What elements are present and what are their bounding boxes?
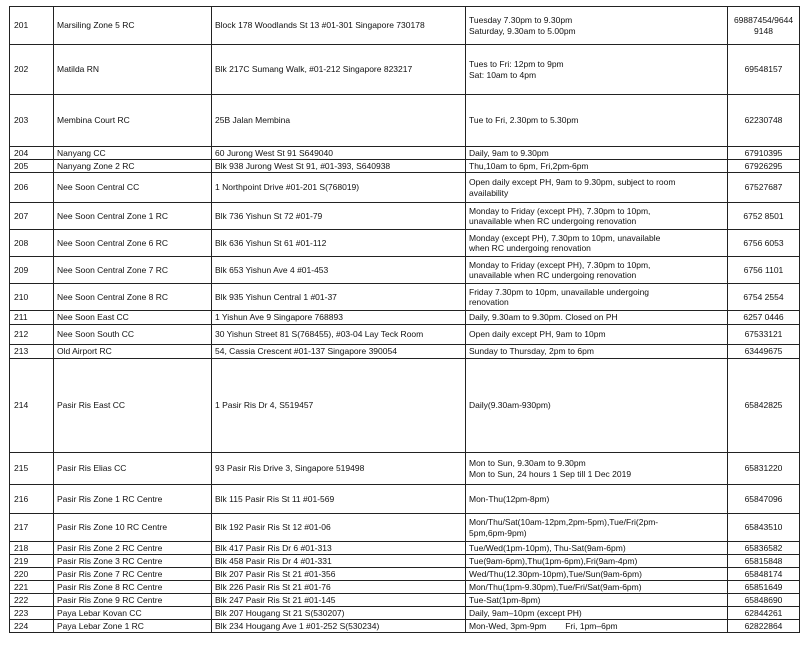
table-row xyxy=(10,95,800,147)
hours-line: Tuesday 7.30pm to 9.30pm xyxy=(469,15,573,25)
hours-line: Tue-Sat(1pm-8pm) xyxy=(469,594,541,605)
row-number: 218 xyxy=(10,542,54,555)
table-row xyxy=(10,160,800,173)
centre-address: 54, Cassia Crescent #01-137 Singapore 390054 xyxy=(212,345,466,359)
table-row xyxy=(10,453,800,485)
row-number: 224 xyxy=(10,620,54,633)
opening-hours xyxy=(466,257,728,284)
phone-line: 63449675 xyxy=(744,346,783,357)
phone-number xyxy=(728,568,800,581)
phone-line: 6756 1101 xyxy=(743,264,784,275)
hours-line: Mon/Thu(1pm-9.30pm),Tue/Fri/Sat(9am-6pm) xyxy=(469,581,642,592)
hours-line: Tue/Wed(1pm-10pm), Thu-Sat(9am-6pm) xyxy=(469,542,626,553)
opening-hours xyxy=(466,325,728,345)
row-number: 219 xyxy=(10,555,54,568)
phone-number xyxy=(728,485,800,514)
centre-address: 1 Yishun Ave 9 Singapore 768893 xyxy=(212,311,466,325)
opening-hours xyxy=(466,230,728,257)
centre-address: Blk 217C Sumang Walk, #01-212 Singapore 823217 xyxy=(212,45,466,95)
hours-line: Tues to Fri: 12pm to 9pm xyxy=(469,59,564,69)
centre-name: Nanyang Zone 2 RC xyxy=(54,160,212,173)
hours-line: Daily(9.30am-930pm) xyxy=(469,400,551,411)
opening-hours xyxy=(466,542,728,555)
table-row xyxy=(10,173,800,203)
phone-number xyxy=(728,620,800,633)
centre-name: Pasir Ris Zone 10 RC Centre xyxy=(54,514,212,542)
phone-line: 65848174 xyxy=(744,568,783,579)
table-row xyxy=(10,594,800,607)
opening-hours xyxy=(466,607,728,620)
centre-name: Nanyang CC xyxy=(54,147,212,160)
centre-address: Blk 234 Hougang Ave 1 #01-252 S(530234) xyxy=(212,620,466,633)
centre-address: 93 Pasir Ris Drive 3, Singapore 519498 xyxy=(212,453,466,485)
table-row xyxy=(10,147,800,160)
opening-hours xyxy=(466,581,728,594)
hours-line: Daily, 9am–10pm (except PH) xyxy=(469,607,582,618)
centre-name: Pasir Ris Zone 2 RC Centre xyxy=(54,542,212,555)
hours-line: Mon-Wed, 3pm-9pm Fri, 1pm–6pm xyxy=(469,620,618,631)
phone-number xyxy=(728,284,800,311)
opening-hours xyxy=(466,453,728,485)
phone-number xyxy=(728,542,800,555)
centre-name: Paya Lebar Kovan CC xyxy=(54,607,212,620)
row-number: 209 xyxy=(10,257,54,284)
phone-line: 67910395 xyxy=(744,147,783,158)
opening-hours xyxy=(466,555,728,568)
phone-number xyxy=(728,147,800,160)
hours-line: Tue to Fri, 2.30pm to 5.30pm xyxy=(469,115,579,126)
row-number: 201 xyxy=(10,7,54,45)
centre-address: Blk 736 Yishun St 72 #01-79 xyxy=(212,203,466,230)
phone-line: 65843510 xyxy=(744,522,783,533)
opening-hours xyxy=(466,147,728,160)
phone-line: 65815848 xyxy=(744,555,783,566)
opening-hours xyxy=(466,594,728,607)
opening-hours xyxy=(466,203,728,230)
phone-number xyxy=(728,555,800,568)
centre-name: Nee Soon Central Zone 6 RC xyxy=(54,230,212,257)
phone-line: 62822864 xyxy=(744,620,783,631)
centre-address: 60 Jurong West St 91 S649040 xyxy=(212,147,466,160)
hours-line: Open daily except PH, 9am to 10pm xyxy=(469,329,606,340)
phone-number xyxy=(728,95,800,147)
centre-address: Blk 938 Jurong West St 91, #01-393, S640938 xyxy=(212,160,466,173)
table-row xyxy=(10,45,800,95)
hours-line: Monday to Friday (except PH), 7.30pm to 10pm, xyxy=(469,205,651,216)
opening-hours xyxy=(466,7,728,45)
centre-name: Old Airport RC xyxy=(54,345,212,359)
table-row xyxy=(10,568,800,581)
phone-line: 65851649 xyxy=(744,581,783,592)
opening-hours xyxy=(466,311,728,325)
phone-number xyxy=(728,514,800,542)
row-number: 210 xyxy=(10,284,54,311)
centre-name: Nee Soon South CC xyxy=(54,325,212,345)
row-number: 215 xyxy=(10,453,54,485)
centre-address: 25B Jalan Membina xyxy=(212,95,466,147)
hours-line: Sunday to Thursday, 2pm to 6pm xyxy=(469,346,594,357)
hours-line: Mon to Sun, 24 hours 1 Sep till 1 Dec 2019 xyxy=(469,468,632,479)
phone-line: 6257 0446 xyxy=(743,312,784,323)
opening-hours xyxy=(466,173,728,203)
hours-line: Mon/Thu/Sat(10am-12pm,2pm-5pm),Tue/Fri(2pm- xyxy=(469,517,659,527)
row-number: 216 xyxy=(10,485,54,514)
opening-hours xyxy=(466,95,728,147)
opening-hours xyxy=(466,345,728,359)
table-row xyxy=(10,284,800,311)
centre-address: 1 Northpoint Drive #01-201 S(768019) xyxy=(212,173,466,203)
phone-line: 6756 6053 xyxy=(743,237,784,248)
phone-line: 65847096 xyxy=(744,493,783,504)
centre-name: Pasir Ris Zone 8 RC Centre xyxy=(54,581,212,594)
hours-line: Friday 7.30pm to 10pm, unavailable undergoing xyxy=(469,286,650,297)
centre-address: Blk 115 Pasir Ris St 11 #01-569 xyxy=(212,485,466,514)
centre-name: Nee Soon Central Zone 8 RC xyxy=(54,284,212,311)
phone-line: 65831220 xyxy=(744,463,783,474)
centre-name: Matilda RN xyxy=(54,45,212,95)
hours-line: unavailable when RC undergoing renovation xyxy=(469,216,637,226)
phone-number xyxy=(728,325,800,345)
hours-line: Sat: 10am to 4pm xyxy=(469,69,537,80)
row-number: 223 xyxy=(10,607,54,620)
centre-name: Pasir Ris Zone 7 RC Centre xyxy=(54,568,212,581)
phone-number xyxy=(728,453,800,485)
phone-number xyxy=(728,607,800,620)
hours-line: Wed/Thu(12.30pm-10pm),Tue/Sun(9am-6pm) xyxy=(469,568,642,579)
centre-name: Nee Soon East CC xyxy=(54,311,212,325)
centre-address: Block 178 Woodlands St 13 #01-301 Singapore 730178 xyxy=(212,7,466,45)
centre-address: Blk 247 Pasir Ris St 21 #01-145 xyxy=(212,594,466,607)
table-row xyxy=(10,345,800,359)
phone-number xyxy=(728,311,800,325)
phone-line: 65842825 xyxy=(744,400,783,411)
table-row xyxy=(10,555,800,568)
row-number: 214 xyxy=(10,359,54,453)
phone-line: 62844261 xyxy=(744,607,783,618)
table-row xyxy=(10,581,800,594)
row-number: 211 xyxy=(10,311,54,325)
phone-line: 69887454/9644 xyxy=(733,15,794,25)
row-number: 203 xyxy=(10,95,54,147)
table-row xyxy=(10,7,800,45)
phone-number xyxy=(728,345,800,359)
phone-number xyxy=(728,230,800,257)
opening-hours xyxy=(466,359,728,453)
hours-line: Mon-Thu(12pm-8pm) xyxy=(469,493,550,504)
opening-hours xyxy=(466,160,728,173)
phone-line: 67527687 xyxy=(744,182,783,193)
row-number: 221 xyxy=(10,581,54,594)
hours-line: Mon to Sun, 9.30am to 9.30pm xyxy=(469,458,586,468)
centre-name: Membina Court RC xyxy=(54,95,212,147)
centre-address: Blk 207 Hougang St 21 S(530207) xyxy=(212,607,466,620)
hours-line: when RC undergoing renovation xyxy=(469,243,591,253)
phone-line: 67533121 xyxy=(744,329,783,340)
centre-name: Pasir Ris Zone 1 RC Centre xyxy=(54,485,212,514)
table-row xyxy=(10,311,800,325)
hours-line: Saturday, 9.30am to 5.00pm xyxy=(469,25,576,36)
centre-address: Blk 226 Pasir Ris St 21 #01-76 xyxy=(212,581,466,594)
hours-line: Tue(9am-6pm),Thu(1pm-6pm),Fri(9am-4pm) xyxy=(469,555,638,566)
centre-name: Pasir Ris Zone 9 RC Centre xyxy=(54,594,212,607)
row-number: 207 xyxy=(10,203,54,230)
centre-address: Blk 207 Pasir Ris St 21 #01-356 xyxy=(212,568,466,581)
row-number: 212 xyxy=(10,325,54,345)
row-number: 217 xyxy=(10,514,54,542)
centre-name: Nee Soon Central Zone 7 RC xyxy=(54,257,212,284)
phone-line: 6754 2554 xyxy=(743,291,784,302)
opening-hours xyxy=(466,568,728,581)
centre-address: 1 Pasir Ris Dr 4, S519457 xyxy=(212,359,466,453)
row-number: 222 xyxy=(10,594,54,607)
phone-number xyxy=(728,173,800,203)
table-row xyxy=(10,485,800,514)
row-number: 208 xyxy=(10,230,54,257)
centre-name: Pasir Ris Zone 3 RC Centre xyxy=(54,555,212,568)
table-row xyxy=(10,203,800,230)
row-number: 202 xyxy=(10,45,54,95)
centre-address: Blk 935 Yishun Central 1 #01-37 xyxy=(212,284,466,311)
hours-line: Thu,10am to 6pm, Fri,2pm-6pm xyxy=(469,160,589,171)
hours-line: renovation xyxy=(469,297,509,307)
table-row xyxy=(10,359,800,453)
opening-hours xyxy=(466,284,728,311)
row-number: 213 xyxy=(10,345,54,359)
phone-number xyxy=(728,45,800,95)
hours-line: availability xyxy=(469,187,509,198)
phone-line: 6752 8501 xyxy=(743,210,784,221)
row-number: 204 xyxy=(10,147,54,160)
centre-name: Pasir Ris East CC xyxy=(54,359,212,453)
row-number: 206 xyxy=(10,173,54,203)
phone-number xyxy=(728,581,800,594)
centre-address: Blk 458 Pasir Ris Dr 4 #01-331 xyxy=(212,555,466,568)
table-row xyxy=(10,620,800,633)
community-centre-table xyxy=(9,6,800,633)
centre-name: Paya Lebar Zone 1 RC xyxy=(54,620,212,633)
centre-address: Blk 417 Pasir Ris Dr 6 #01-313 xyxy=(212,542,466,555)
hours-line: 5pm,6pm-9pm) xyxy=(469,527,527,538)
table-row xyxy=(10,514,800,542)
phone-number xyxy=(728,203,800,230)
centre-address: 30 Yishun Street 81 S(768455), #03-04 Lay Teck Room xyxy=(212,325,466,345)
opening-hours xyxy=(466,620,728,633)
table-row xyxy=(10,230,800,257)
hours-line: Open daily except PH, 9am to 9.30pm, subject to room xyxy=(469,177,676,187)
centre-name: Nee Soon Central Zone 1 RC xyxy=(54,203,212,230)
opening-hours xyxy=(466,45,728,95)
hours-line: Monday (except PH), 7.30pm to 10pm, unavailable xyxy=(469,232,661,243)
centre-address: Blk 653 Yishun Ave 4 #01-453 xyxy=(212,257,466,284)
centre-name: Nee Soon Central CC xyxy=(54,173,212,203)
centre-name: Marsiling Zone 5 RC xyxy=(54,7,212,45)
phone-number xyxy=(728,160,800,173)
table-row xyxy=(10,257,800,284)
phone-number xyxy=(728,7,800,45)
row-number: 205 xyxy=(10,160,54,173)
phone-line: 9148 xyxy=(754,25,773,36)
phone-line: 65848690 xyxy=(744,594,783,605)
centre-address: Blk 192 Pasir Ris St 12 #01-06 xyxy=(212,514,466,542)
phone-line: 65836582 xyxy=(744,542,783,553)
phone-line: 62230748 xyxy=(744,115,783,126)
phone-number xyxy=(728,257,800,284)
table-row xyxy=(10,325,800,345)
hours-line: Daily, 9am to 9.30pm xyxy=(469,147,549,158)
phone-line: 67926295 xyxy=(744,160,783,171)
centre-address: Blk 636 Yishun St 61 #01-112 xyxy=(212,230,466,257)
opening-hours xyxy=(466,514,728,542)
phone-number xyxy=(728,359,800,453)
table-body xyxy=(10,7,800,633)
opening-hours xyxy=(466,485,728,514)
centre-name: Pasir Ris Elias CC xyxy=(54,453,212,485)
hours-line: unavailable when RC undergoing renovation xyxy=(469,270,637,280)
hours-line: Monday to Friday (except PH), 7.30pm to 10pm, xyxy=(469,259,651,270)
phone-number xyxy=(728,594,800,607)
phone-line: 69548157 xyxy=(744,64,783,75)
table-row xyxy=(10,607,800,620)
row-number: 220 xyxy=(10,568,54,581)
table-row xyxy=(10,542,800,555)
hours-line: Daily, 9.30am to 9.30pm. Closed on PH xyxy=(469,312,618,323)
